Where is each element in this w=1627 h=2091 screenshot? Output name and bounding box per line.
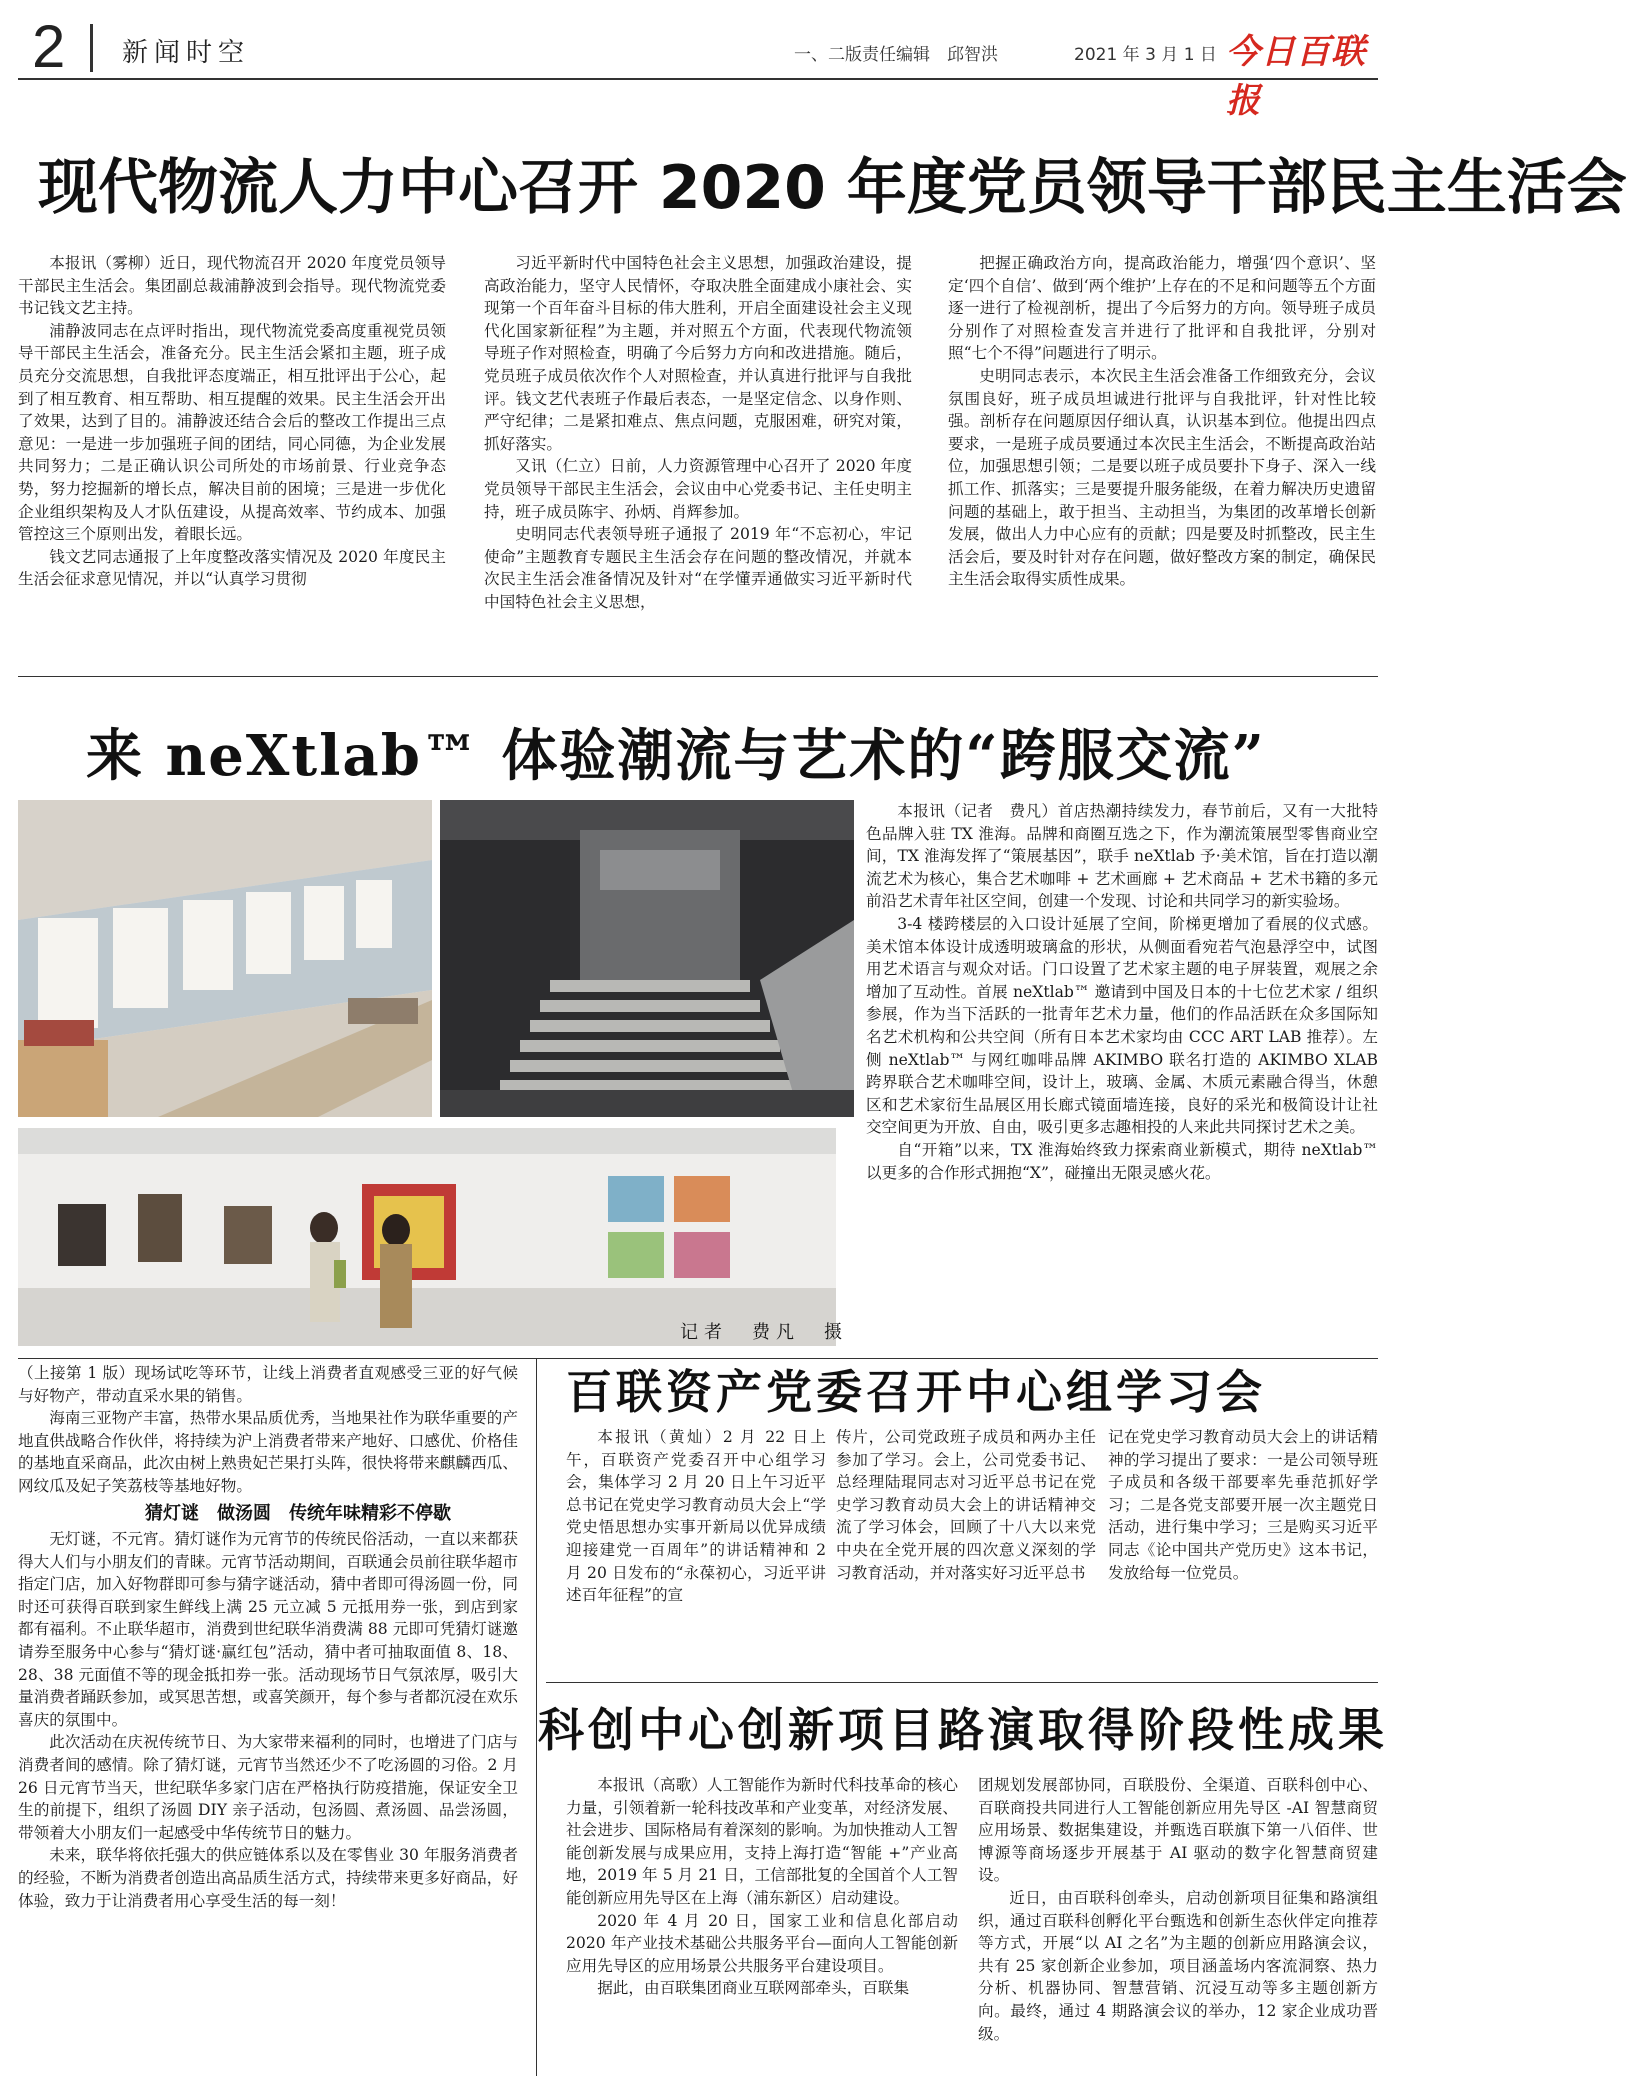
article4-column-2	[836, 1426, 1096, 1674]
article1-para: 又讯（仁立）日前，人力资源管理中心召开了 2020 年度党员领导干部民主生活会，会议由中心党委书记、主任史明主持，班子成员陈宇、孙炳、肖辉参加。	[484, 457, 912, 521]
issue-date: 2021 年 3 月 1 日	[1074, 45, 1217, 65]
article3-bottom	[18, 1528, 518, 2076]
article2-body	[866, 800, 1378, 1346]
article5-para: 团规划发展部协同，百联股份、全渠道、百联科创中心、百联商投共同进行人工智能创新应用先导区 -AI 智慧商贸应用场景、数据集建设，并甄选百联旗下第一八佰伴、世博源等商场逐步开展基于 AI 驱动的数字化智慧商贸建设。	[978, 1776, 1378, 1885]
article2-para: 本报讯（记者 费凡）首店热潮持续发力，春节前后，又有一大批特色品牌入驻 TX 淮海。品牌和商圈互选之下，作为潮流策展型零售商业空间，TX 淮海发挥了“策展基因”，联手 neXtlab 予·美术馆，旨在打造以潮流艺术为核心，集合艺术咖啡 + 艺术画廊 + 艺术商品 + 艺术书籍的多元前沿艺术青年社区空间，创建一个发现、讨论和共同学习的新实验场。	[866, 802, 1378, 911]
article2-headline: 来 neXtlab™ 体验潮流与艺术的“跨服交流”	[86, 723, 1266, 789]
article1-column-3	[948, 252, 1376, 658]
article5-para: 本报讯（高歌）人工智能作为新时代科技革命的核心力量，引领着新一轮科技改革和产业变革，对经济发展、社会进步、国际格局有着深刻的影响。为加快推动人工智能创新发展与成果应用，支持上海打造“智能 +”产业高地，2019 年 5 月 21 日，工信部批复的全国首个人工智能创新应用先导区在上海（浦东新区）启动建设。	[566, 1776, 958, 1907]
masthead-divider	[90, 24, 93, 72]
article3-para: （上接第 1 版）现场试吃等环节，让线上消费者直观感受三亚的好气候与好物产，带动直采水果的销售。	[18, 1364, 518, 1405]
article2-para: 3-4 楼跨楼层的入口设计延展了空间，阶梯更增加了看展的仪式感。美术馆本体设计成透明玻璃盒的形状，从侧面看宛若气泡悬浮空中，试图用艺术语言与观众对话。门口设置了艺术家主题的电子屏装置，观展之余增加了互动性。首展 neXtlab™ 邀请到中国及日本的十七位艺术家 / 组织参展，作为当下活跃的一批青年艺术力量，他们的作品活跃在众多国际知名艺术机构和公共空间（所有日本艺术家均由 CCC ART LAB 推荐）。左侧 neXtlab™ 与网红咖啡品牌 AKIMBO 联名打造的 AKIMBO XLAB 跨界联合艺术咖啡空间，设计上，玻璃、金属、木质元素融合得当，休憩区和艺术家衍生品展区用长廊式镜面墙连接，良好的采光和极简设计让社交空间更为开放、自由，吸引更多志趣相投的人来此共同探讨艺术之美。	[866, 914, 1378, 1137]
article1-para: 习近平新时代中国特色社会主义思想，加强政治建设，提高政治能力，坚守人民情怀，夺取决胜全面建成小康社会、实现第一个百年奋斗目标的伟大胜利，开启全面建设社会主义现代化国家新征程”为主题，并对照五个方面，代表现代物流领导班子作对照检查，明确了今后努力方向和改进措施。随后，党员班子成员依次作个人对照检查，并认真进行批评与自我批评。钱文艺代表班子作最后表态，一是坚定信念、以身作则、严守纪律；二是紧扣难点、焦点问题，克服困难，研究对策，抓好落实。	[484, 254, 912, 453]
article4-headline: 百联资产党委召开中心组学习会	[566, 1365, 1266, 1419]
staircase-photo	[440, 800, 854, 1117]
section-rule	[18, 676, 1378, 677]
editor-credit: 一、二版责任编辑 邱智洪	[794, 45, 998, 65]
article5-para: 2020 年 4 月 20 日，国家工业和信息化部启动 2020 年产业技术基础公共服务平台—面向人工智能创新应用先导区的应用场景公共服务平台建设项目。	[566, 1911, 958, 1975]
article1-column-2	[484, 252, 912, 658]
article1-para: 本报讯（雾柳）近日，现代物流召开 2020 年度党员领导干部民主生活会。集团副总裁浦静波到会指导。现代物流党委书记钱文艺主持。	[18, 254, 446, 318]
page-number: 2	[32, 13, 66, 80]
article4-column-1	[566, 1426, 826, 1674]
article4-para: 本报讯（黄灿）2 月 22 日上午，百联资产党委召开中心组学习会，集体学习 2 月 20 日上午习近平总书记在党史学习教育动员大会上“学党史悟思想办实事开新局以优异成绩迎接建党一百周年”的讲话精神和 2 月 20 日发布的“永葆初心，习近平讲述百年征程”的宣	[566, 1428, 826, 1605]
article4-para: 记在党史学习教育动员大会上的讲话精神的学习提出了要求：一是公司领导班子成员和各级干部要率先垂范抓好学习；二是各党支部要开展一次主题党日活动，进行集中学习；三是购买习近平同志《论中国共产党历史》这本书记，发放给每一位党员。	[1108, 1428, 1378, 1582]
article5-para: 据此，由百联集团商业互联网部牵头，百联集	[597, 1979, 910, 1998]
article1-para: 把握正确政治方向，提高政治能力，增强‘四个意识’、坚定‘四个自信’、做到‘两个维护’上存在的不足和问题等五个方面逐一进行了检视剖析，提出了今后努力的方向。领导班子成员分别作了对照检查发言并进行了批评和自我批评，分别对照“七个不得”问题进行了明示。	[948, 254, 1376, 363]
exhibition-hall-photo	[18, 1128, 836, 1346]
article1-para: 史明同志表示，本次民主生活会准备工作细致充分，会议氛围良好，班子成员坦诚进行批评与自我批评，针对性比较强。剖析存在问题原因仔细认真，认识基本到位。他提出四点要求，一是班子成员要通过本次民主生活会，不断提高政治站位，加强思想引领；二是要以班子成员要扑下身子、深入一线抓工作、抓落实；三是要提升服务能级，在着力解决历史遗留问题的基础上，敢于担当、主动担当，为集团的改革增长创新发展，做出人力中心应有的贡献；四是要及时抓整改，民主生活会后，要及时针对存在问题，做好整改方案的制定，确保民主生活会取得实质性成果。	[948, 366, 1376, 589]
gallery-corridor-photo	[18, 800, 432, 1117]
exhibition-hall-illustration	[18, 1128, 836, 1346]
article4-para: 传片，公司党政班子成员和两办主任参加了学习。会上，公司党委书记、总经理陆琨同志对习近平总书记在党史学习教育动员大会上的讲话精神交流了学习体会，回顾了十八大以来党中央在全党开展的四次意义深刻的学习教育活动，并对落实好习近平总书	[836, 1428, 1096, 1582]
article5-column-2	[978, 1774, 1378, 2076]
article3-para: 此次活动在庆祝传统节日、为大家带来福利的同时，也增进了门店与消费者间的感情。除了猜灯谜，元宵节当然还少不了吃汤圆的习俗。2 月 26 日元宵节当天，世纪联华多家门店在严格执行防疫措施，保证安全卫生的前提下，组织了汤圆 DIY 亲子活动，包汤圆、煮汤圆、品尝汤圆，带领着大小朋友们一起感受中华传统节日的魅力。	[18, 1733, 518, 1842]
article1-headline: 现代物流人力中心召开 2020 年度党员领导干部民主生活会	[38, 153, 1627, 223]
article3-para: 海南三亚物产丰富，热带水果品质优秀，当地果社作为联华重要的产地直供战略合作伙伴，将持续为沪上消费者带来产地好、口感优、价格佳的基地直采商品，此次由树上熟贵妃芒果打头阵，很快将带来麒麟西瓜、网纹瓜及妃子笑荔枝等基地好物。	[18, 1409, 518, 1495]
article4-column-3	[1108, 1426, 1378, 1674]
page-masthead	[18, 13, 1378, 121]
staircase-illustration	[440, 800, 854, 1117]
article1-para: 浦静波同志在点评时指出，现代物流党委高度重视党员领导干部民主生活会，准备充分。民主生活会紧扣主题，班子成员充分交流思想，自我批评态度端正，相互批评出于公心，起到了相互教育、相互帮助、相互提醒的效果。民主生活会开出了效果，达到了目的。浦静波还结合会后的整改工作提出三点意见：一是进一步加强班子间的团结，同心同德，为企业发展共同努力；二是正确认识公司所处的市场前景、行业竞争态势，努力挖掘新的增长点，解决目前的困境；三是进一步优化企业组织架构及人才队伍建设，从提高效率、节约成本、加强管控这三个原则出发，着眼长远。	[18, 321, 446, 544]
article1-para: 钱文艺同志通报了上年度整改落实情况及 2020 年度民主生活会征求意见情况，并以“认真学习贯彻	[18, 547, 446, 589]
article3-para: 无灯谜，不元宵。猜灯谜作为元宵节的传统民俗活动，一直以来都获得大人们与小朋友们的青睐。元宵节活动期间，百联通会员前往联华超市指定门店，加入好物群即可参与猜字谜活动，猜中者即可得汤圆一份，同时还可获得百联到家生鲜线上满 25 元立减 5 元抵用券一张，到店到家都有福利。不止联华超市，消费到世纪联华消费满 88 元即可凭猜灯谜邀请券至服务中心参与“猜灯谜·赢红包”活动，猜中者可抽取面值 8、18、28、38 元面值不等的现金抵扣券一张。活动现场节日气氛浓厚，吸引大量消费者踊跃参加，或冥思苦想，或喜笑颜开，每个参与者都沉浸在欢乐喜庆的氛围中。	[18, 1530, 518, 1729]
photo-caption: 记者 费凡 摄	[680, 1322, 848, 1343]
article1-para: 史明同志代表领导班子通报了 2019 年“不忘初心，牢记使命”主题教育专题民主生活会存在问题的整改情况，并就本次民主生活会准备情况及针对“在学懂弄通做实习近平新时代中国特色社会主义思想，	[484, 525, 912, 611]
article3-para: 未来，联华将依托强大的供应链体系以及在零售业 30 年服务消费者的经验，不断为消费者创造出高品质生活方式，持续带来更多好商品，好体验，致力于让消费者用心享受生活的每一刻！	[18, 1846, 518, 1910]
article3-top	[18, 1362, 518, 1494]
article3-subhead: 猜灯谜 做汤圆 传统年味精彩不停歇	[145, 1503, 451, 1524]
article5-column-1	[566, 1774, 958, 2076]
gallery-corridor-illustration	[18, 800, 432, 1117]
newspaper-logo: 今日百联报	[1226, 32, 1366, 121]
article1-column-1	[18, 252, 446, 658]
column-divider	[536, 1358, 537, 2076]
section-name: 新闻时空	[122, 38, 251, 68]
article5-para: 近日，由百联科创牵头，启动创新项目征集和路演组织，通过百联科创孵化平台甄选和创新生态伙伴定向推荐等方式，开展“以 AI 之名”为主题的创新应用路演会议，共有 25 家创新企业参加，项目涵盖场内客流洞察、热力分析、机器协同、智慧营销、沉浸互动等多主题创新方向。最终，通过 4 期路演会议的举办，12 家企业成功晋级。	[978, 1888, 1378, 2043]
article2-para: 自“开箱”以来，TX 淮海始终致力探索商业新模式，期待 neXtlab™ 以更多的合作形式拥抱“X”，碰撞出无限灵感火花。	[866, 1140, 1378, 1182]
article5-headline: 科创中心创新项目路演取得阶段性成果	[538, 1703, 1388, 1757]
section-rule	[546, 1682, 1378, 1683]
